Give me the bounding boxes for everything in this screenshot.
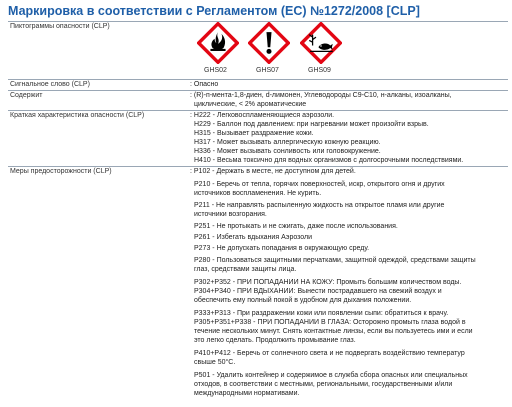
precautionary-statement: P210 - Беречь от тепла, горячих поверхностей, искр, открытого огня и других (194, 181, 445, 188)
precautionary-statement: источников воспламенения. Не курить. (194, 190, 322, 197)
hazard-statement: H229 - Баллон под давлением: при нагревании может произойти взрыв. (194, 121, 429, 128)
precautionary-statement: : P102 - Держать в месте, не доступном для детей. (190, 168, 356, 175)
precautionary-statement: свыше 50°C. (194, 359, 236, 366)
flame-icon (197, 22, 239, 64)
hazard-statements-label: Краткая характеристика опасности (CLP) (10, 112, 145, 119)
precautionary-statements-label: Меры предосторожности (CLP) (10, 168, 112, 175)
environment-icon (300, 22, 342, 64)
precautionary-statement: P280 - Пользоваться защитными перчатками, защитной одеждой, средствами защиты (194, 257, 476, 264)
precautionary-group (190, 309, 510, 349)
precautionary-statement: P251 - Не протыкать и не сжигать, даже после использования. (194, 223, 398, 230)
precautionary-group (190, 278, 510, 309)
precautionary-group (190, 256, 510, 278)
precautionary-group (190, 244, 510, 256)
ghs07-code: GHS07 (256, 67, 279, 74)
precautionary-statement: P261 - Избегать вдыхания Аэрозоли (194, 234, 313, 241)
precautionary-statement: P305+P351+P338 - ПРИ ПОПАДАНИИ В ГЛАЗА: Осторожно промыть глаза водой в (194, 319, 466, 326)
hazard-statement: H410 - Весьма токсично для водных организмов с долгосрочными последствиями. (194, 157, 464, 164)
precautionary-statement: глаз, средствами защиты лица. (194, 266, 297, 273)
precautionary-group (190, 167, 510, 180)
hazard-statements-list (190, 111, 510, 165)
precautionary-statement: P302+P352 - ПРИ ПОПАДАНИИ НА КОЖУ: Промыть большим количеством воды. (194, 279, 462, 286)
ghs09-code: GHS09 (308, 67, 331, 74)
hazard-statement: H315 - Вызывает раздражение кожи. (194, 130, 314, 137)
precautionary-group (190, 371, 510, 402)
precautionary-statement: P501 - Удалить контейнер и содержимое в служба сбора опасных или специальных (194, 372, 468, 379)
precautionary-statement: отходов, в соответствии с местными, региональными, государственными и/или (194, 381, 453, 388)
precautionary-statement: P304+P340 - ПРИ ВДЫХАНИИ: Вынести пострадавшего на свежий воздух и (194, 288, 442, 295)
contains-line: : (R)-п-мента-1,8-диен, d-лимонен, Углеводороды C9-C10, н-алканы, изоалканы, (190, 92, 452, 99)
precautionary-group (190, 201, 510, 222)
pictograms-label: Пиктограммы опасности (CLP) (10, 23, 110, 30)
hazard-statement: : H222 - Легковоспламеняющиеся аэрозоли. (190, 112, 335, 119)
signal-word-label: Сигнальное слово (CLP) (10, 81, 90, 88)
precautionary-group (190, 233, 510, 244)
precautionary-statement: P333+P313 - При раздражении кожи или появлении сыпи: обратиться к врачу. (194, 310, 449, 317)
contains-value (190, 91, 510, 109)
precautionary-statement: P410+P412 - Беречь от солнечного света и не подвергать воздействию температур (194, 350, 465, 357)
precautionary-statement: обеспечить ему полный покой в удобном для дыхания положении. (194, 297, 412, 304)
precautionary-statement: это легко сделать. Продолжить промывание глаз. (194, 337, 356, 344)
precautionary-statement: международными нормативами. (194, 390, 300, 397)
precautionary-group (190, 222, 510, 233)
hazard-statement: H317 - Может вызывать аллергическую кожную реакцию. (194, 139, 381, 146)
contains-label: Содержит (10, 92, 43, 99)
exclamation-mark-icon (248, 22, 290, 64)
ghs02-code: GHS02 (204, 67, 227, 74)
precautionary-group (190, 349, 510, 371)
section-title: Маркировка в соответствии с Регламентом (ЕС) №1272/2008 [CLP] (8, 4, 420, 18)
precautionary-statement: источники возгорания. (194, 211, 267, 218)
signal-word-value: : Опасно (190, 81, 219, 88)
precautionary-statement: P273 - Не допускать попадания в окружающую среду. (194, 245, 370, 252)
precautionary-statements-list (190, 167, 510, 402)
precautionary-statement: P211 - Не направлять распыленную жидкость на открытое пламя или другие (194, 202, 445, 209)
contains-line: циклические, < 2% ароматические (194, 101, 307, 108)
precautionary-statement: течение нескольких минут. Снять контактные линзы, если вы пользуетесь ими и если (194, 328, 473, 335)
hazard-statement: H336 - Может вызывать сонливость или головокружение. (194, 148, 381, 155)
precautionary-group (190, 180, 510, 201)
